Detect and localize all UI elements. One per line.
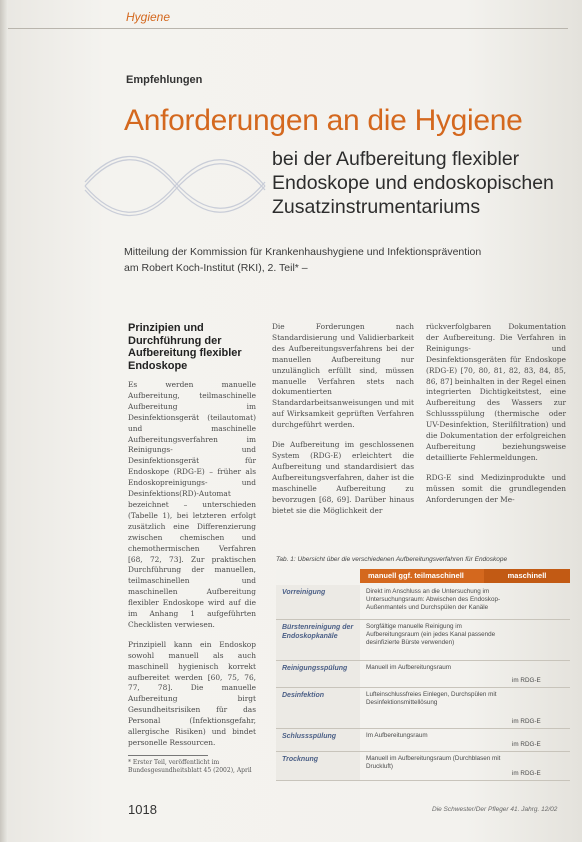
table-cell-step: Bürstenreinigung der Endoskopkanäle — [276, 620, 360, 660]
table-cell-manual: Direkt im Anschluss an die Untersuchung im Untersuchungsraum: Abwischen des Endoskop-Außenmantels und Durchspülen der Kanäle — [366, 588, 501, 612]
subtitle-line: Endoskope und endoskopischen — [272, 172, 554, 194]
table-cell-machine: im RDG-E — [512, 769, 541, 777]
footnote: * Erster Teil, veröffentlicht im Bundesgesundheitsblatt 45 (2002), April — [128, 759, 252, 774]
table-cell-manual: Manuell im Aufbereitungsraum — [366, 664, 452, 671]
table-cell-step: Desinfektion — [276, 688, 360, 728]
body-paragraph: Die Forderungen nach Standardisierung und Validierbarkeit des Aufbereitungsverfahrens bei der manuellen Aufbereitung nur unzulänglich erfüllt sind, müssen manuelle Verfahren stets nach dokumentierten Standardarbeitsanweisungen und mit auf Wirksamkeit geprüften Verfahren durchgeführt werden. — [272, 322, 414, 430]
table-row — [276, 620, 570, 661]
header-rule — [8, 28, 568, 29]
table-cell-manual: Sorgfältige manuelle Reinigung im Aufbereitungsraum (ein jedes Kanal passende desinfizierte Bürste verwenden) — [366, 623, 496, 647]
table-cell-step: Trocknung — [276, 752, 360, 780]
table-header-blank — [276, 569, 360, 583]
text-column-3 — [426, 322, 566, 515]
table-cell-machine — [508, 585, 570, 619]
table-cell-manual: Manuell im Aufbereitungsraum (Durchblasen mit Druckluft) — [366, 755, 501, 771]
page-number: 1018 — [128, 802, 157, 817]
table-header — [276, 569, 570, 583]
table-row — [276, 688, 570, 729]
text-column-1 — [128, 322, 256, 758]
article-subtitle — [272, 147, 572, 219]
intro-line: Mitteilung der Kommission für Krankenhaushygiene und Infektionsprävention — [124, 246, 482, 258]
subtitle-line: bei der Aufbereitung flexibler — [272, 148, 520, 170]
section-label: Hygiene — [126, 10, 171, 24]
table-row — [276, 585, 570, 620]
table-cell-machine: im RDG-E — [512, 717, 541, 725]
body-paragraph: Es werden manuelle Aufbereitung, teilmaschinelle Aufbereitung im Desinfektionsgerät (teilautomat) und maschinelle Aufbereitungsverfahren im Reinigungs- und Desinfektionsgerät für Endoskope (RDG-E) – früher als Endoskopreinigungs- und Desinfektions(RD)-Automat bezeichnet – unterschieden (Tabelle 1), bei letzteren erfolgt zusätzlich eine Differenzierung zwischen chemischen und chemothermischen Verfahren [68, 72, 73]. Zur praktischen Durchführung der manuellen, teilmaschinellen und maschinellen Aufbereitung flexibler Endoskope wird auf die im Anhang 1 aufgeführten Checklisten verwiesen. — [128, 380, 256, 629]
article-intro — [124, 244, 554, 276]
footnote-rule — [128, 755, 208, 756]
helix-logo-icon — [80, 146, 270, 226]
table-cell-machine — [508, 620, 570, 660]
table-cell-step: Reinigungsspülung — [276, 661, 360, 687]
procedures-table — [276, 585, 570, 781]
table-cell-step: Schlussspülung — [276, 729, 360, 751]
table-cell-machine: im RDG-E — [512, 676, 541, 684]
running-footer: Die Schwester/Der Pfleger 41. Jahrg. 12/02 — [432, 806, 558, 813]
subtitle-line: Zusatzinstrumentariums — [272, 196, 481, 218]
table-header-machine: maschinell — [484, 569, 570, 583]
body-paragraph: RDG-E sind Medizinprodukte und müssen somit die grundlegenden Anforderungen der Me- — [426, 472, 566, 504]
body-paragraph: rückverfolgbaren Dokumentation der Aufbereitung. Die Verfahren in Reinigungs- und Desinfektionsgeräten für Endoskope (RDG-E) [70, 80, 81, 82, 83, 84, 85, 86, 87] beinhalten in der Regel einen integrierten Dichtigkeitstest, eine Aufbereitung des Wassers zur Schlussspülung (thermische oder UV-Desinfektion, Sterilfiltration) und die Dokumentation der erfolgreichen Aufbereitung beziehungsweise detaillierte Fehlermeldungen. — [426, 322, 566, 462]
table-row — [276, 661, 570, 688]
table-row — [276, 752, 570, 781]
table-cell-machine: im RDG-E — [512, 740, 541, 748]
article-kicker: Empfehlungen — [126, 74, 203, 86]
column-heading: Prinzipien und Durchführung der Aufbereitung flexibler Endoskope — [128, 322, 242, 372]
table-caption: Tab. 1: Übersicht über die verschiedenen Aufbereitungsverfahren für Endoskope — [276, 556, 508, 563]
table-cell-manual: Im Aufbereitungsraum — [366, 732, 428, 739]
table-row — [276, 729, 570, 752]
text-column-2 — [272, 322, 414, 525]
table-header-manual: manuell ggf. teilmaschinell — [360, 569, 484, 583]
intro-line: am Robert Koch-Institut (RKI), 2. Teil* – — [124, 262, 308, 274]
body-paragraph: Die Aufbereitung im geschlossenen System (RDG-E) erleichtert die Aufbereitung und standardisiert das Aufbereitungsverfahren, daher ist die maschinelle Aufbereitung zu bevorzugen [68, 69]. Darüber hinaus bietet sie die Möglichkeit der — [272, 440, 414, 515]
table-cell-manual: Lufteinschlussfreies Einlegen, Durchspülen mit Desinfektionsmittellösung — [366, 691, 497, 707]
table-cell-step: Vorreinigung — [276, 585, 360, 619]
page-spine-shadow — [0, 0, 8, 842]
article-title: Anforderungen an die Hygiene — [124, 104, 523, 137]
body-paragraph: Prinzipiell kann ein Endoskop sowohl manuell als auch maschinell hygienisch korrekt aufbereitet werden [60, 75, 76, 77, 78]. Die manuelle Aufbereitung birgt Gesundheitsrisiken für das Personal (Infektionsgefahr, allergische Risiken) und bindet personelle Ressourcen. — [128, 639, 256, 747]
